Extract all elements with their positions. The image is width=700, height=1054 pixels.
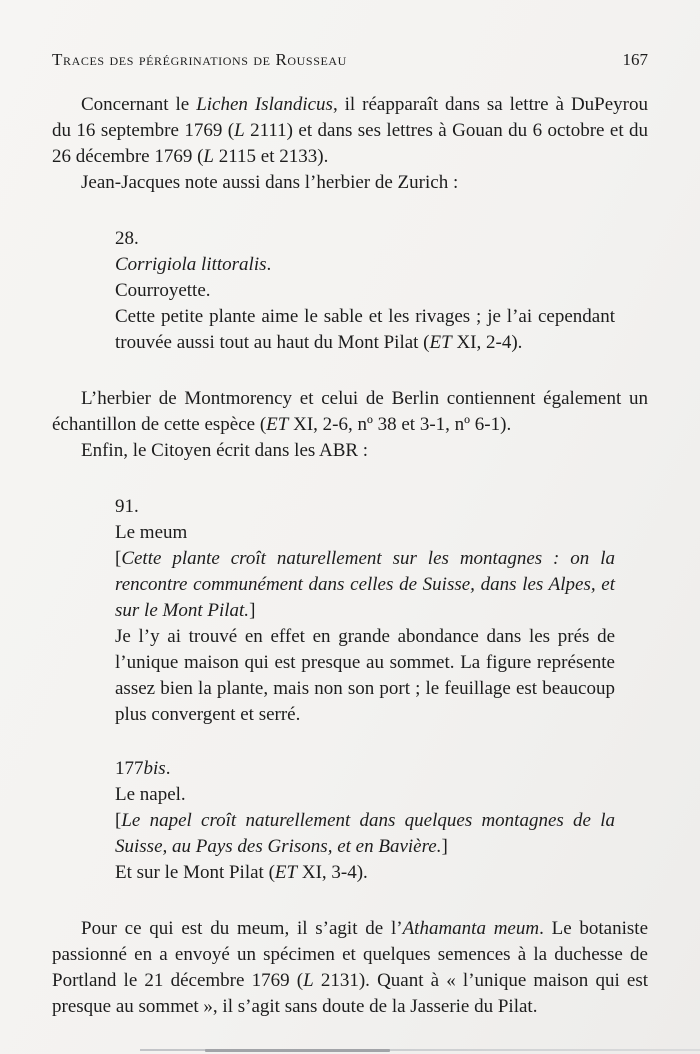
text-segment: XI, 3-4). bbox=[297, 862, 368, 883]
bracket: ] bbox=[441, 836, 448, 857]
text-segment: , il réapparaît dans sa lettre à DuPeyrou du 16 septembre 1769 ( bbox=[52, 94, 648, 141]
running-title: Traces des pérégrinations de Rousseau bbox=[52, 50, 347, 69]
quoted-text: Le napel croît naturellement dans quelques montagnes de la Suisse, au Pays des Grisons, et en Bavière. bbox=[115, 810, 615, 857]
entry-title: Le napel. bbox=[115, 784, 186, 805]
bis-marker: bis bbox=[143, 758, 166, 779]
text-segment: 2111) et dans ses lettres à Gouan du 6 octobre et du 26 décembre 1769 ( bbox=[52, 120, 649, 167]
latin-name: Athamanta meum bbox=[402, 918, 540, 939]
letter-siglum: L bbox=[303, 970, 314, 991]
entry-common-name: Courroyette. bbox=[115, 280, 211, 301]
text-segment: Concernant le bbox=[81, 94, 197, 115]
paragraph-lichen bbox=[52, 92, 648, 170]
bracket: [ bbox=[115, 810, 122, 831]
paragraph-conclusion bbox=[52, 916, 648, 1020]
text-segment: . bbox=[165, 758, 171, 779]
entry-note bbox=[115, 304, 615, 356]
entry-number: 28. bbox=[115, 228, 139, 249]
abr-entry-177bis bbox=[115, 756, 615, 886]
source-siglum: ET bbox=[266, 414, 289, 435]
bracket: ] bbox=[249, 600, 256, 621]
page-header bbox=[52, 0, 648, 70]
text-segment: L’herbier de Montmorency et celui de Berlin contiennent également un échantillon de cette espèce ( bbox=[52, 388, 648, 435]
paragraph-herbier-berlin bbox=[52, 386, 648, 438]
entry-comment: Je l’y ai trouvé en effet en grande abondance dans les prés de l’unique maison qui est presque au sommet. La figure représente assez bien la plante, mais non son port ; le feuillage est beaucoup plus convergent et serré. bbox=[115, 626, 615, 725]
bracket: [ bbox=[115, 548, 122, 569]
entry-quote bbox=[115, 808, 615, 860]
herbarium-entry-28 bbox=[115, 226, 615, 356]
page-number: 167 bbox=[622, 50, 648, 69]
latin-name: Lichen Islandicus bbox=[196, 94, 333, 115]
text-segment: . Le botaniste passionné en a envoyé un spécimen et quelques semences à la duchesse de Portland le 21 décembre 1769 ( bbox=[52, 918, 649, 991]
entry-latin-name bbox=[115, 252, 615, 278]
page-body bbox=[52, 92, 648, 1020]
entry-title: Le meum bbox=[115, 522, 188, 543]
text-segment: XI, 2-6, nº 38 et 3-1, nº 6-1). bbox=[288, 414, 512, 435]
scan-artifact-dark-segment bbox=[205, 1049, 390, 1052]
text-segment: Cette petite plante aime le sable et les rivages ; je l’ai cependant trouvée aussi tout au haut du Mont Pilat ( bbox=[115, 306, 615, 353]
abr-entry-91 bbox=[115, 494, 615, 728]
entry-number bbox=[115, 756, 615, 782]
text-segment: 2131). Quant à « l’unique maison qui est presque au sommet », il s’agit sans doute de la Jasserie du Pilat. bbox=[52, 970, 649, 1017]
text-segment: 177 bbox=[115, 758, 144, 779]
text-segment: Pour ce qui est du meum, il s’agit de l’ bbox=[81, 918, 403, 939]
text-segment: . bbox=[266, 254, 272, 275]
latin-name: Corrigiola littoralis bbox=[115, 254, 267, 275]
text-segment: Et sur le Mont Pilat ( bbox=[115, 862, 275, 883]
paragraph-abr-intro: Enfin, le Citoyen écrit dans les ABR : bbox=[81, 440, 369, 461]
paragraph-zurich-intro: Jean-Jacques note aussi dans l’herbier de Zurich : bbox=[81, 172, 459, 193]
entry-quote bbox=[115, 546, 615, 624]
letter-siglum: L bbox=[234, 120, 245, 141]
text-segment: 2115 et 2133). bbox=[214, 146, 329, 167]
text-segment: XI, 2-4). bbox=[451, 332, 523, 353]
source-siglum: ET bbox=[429, 332, 452, 353]
entry-note bbox=[115, 860, 615, 886]
entry-number: 91. bbox=[115, 496, 139, 517]
quoted-text: Cette plante croît naturellement sur les montagnes : on la rencontre communément dans celles de Suisse, dans les Alpes, et sur le Mont Pilat. bbox=[115, 548, 615, 621]
source-siglum: ET bbox=[274, 862, 298, 883]
letter-siglum: L bbox=[203, 146, 214, 167]
